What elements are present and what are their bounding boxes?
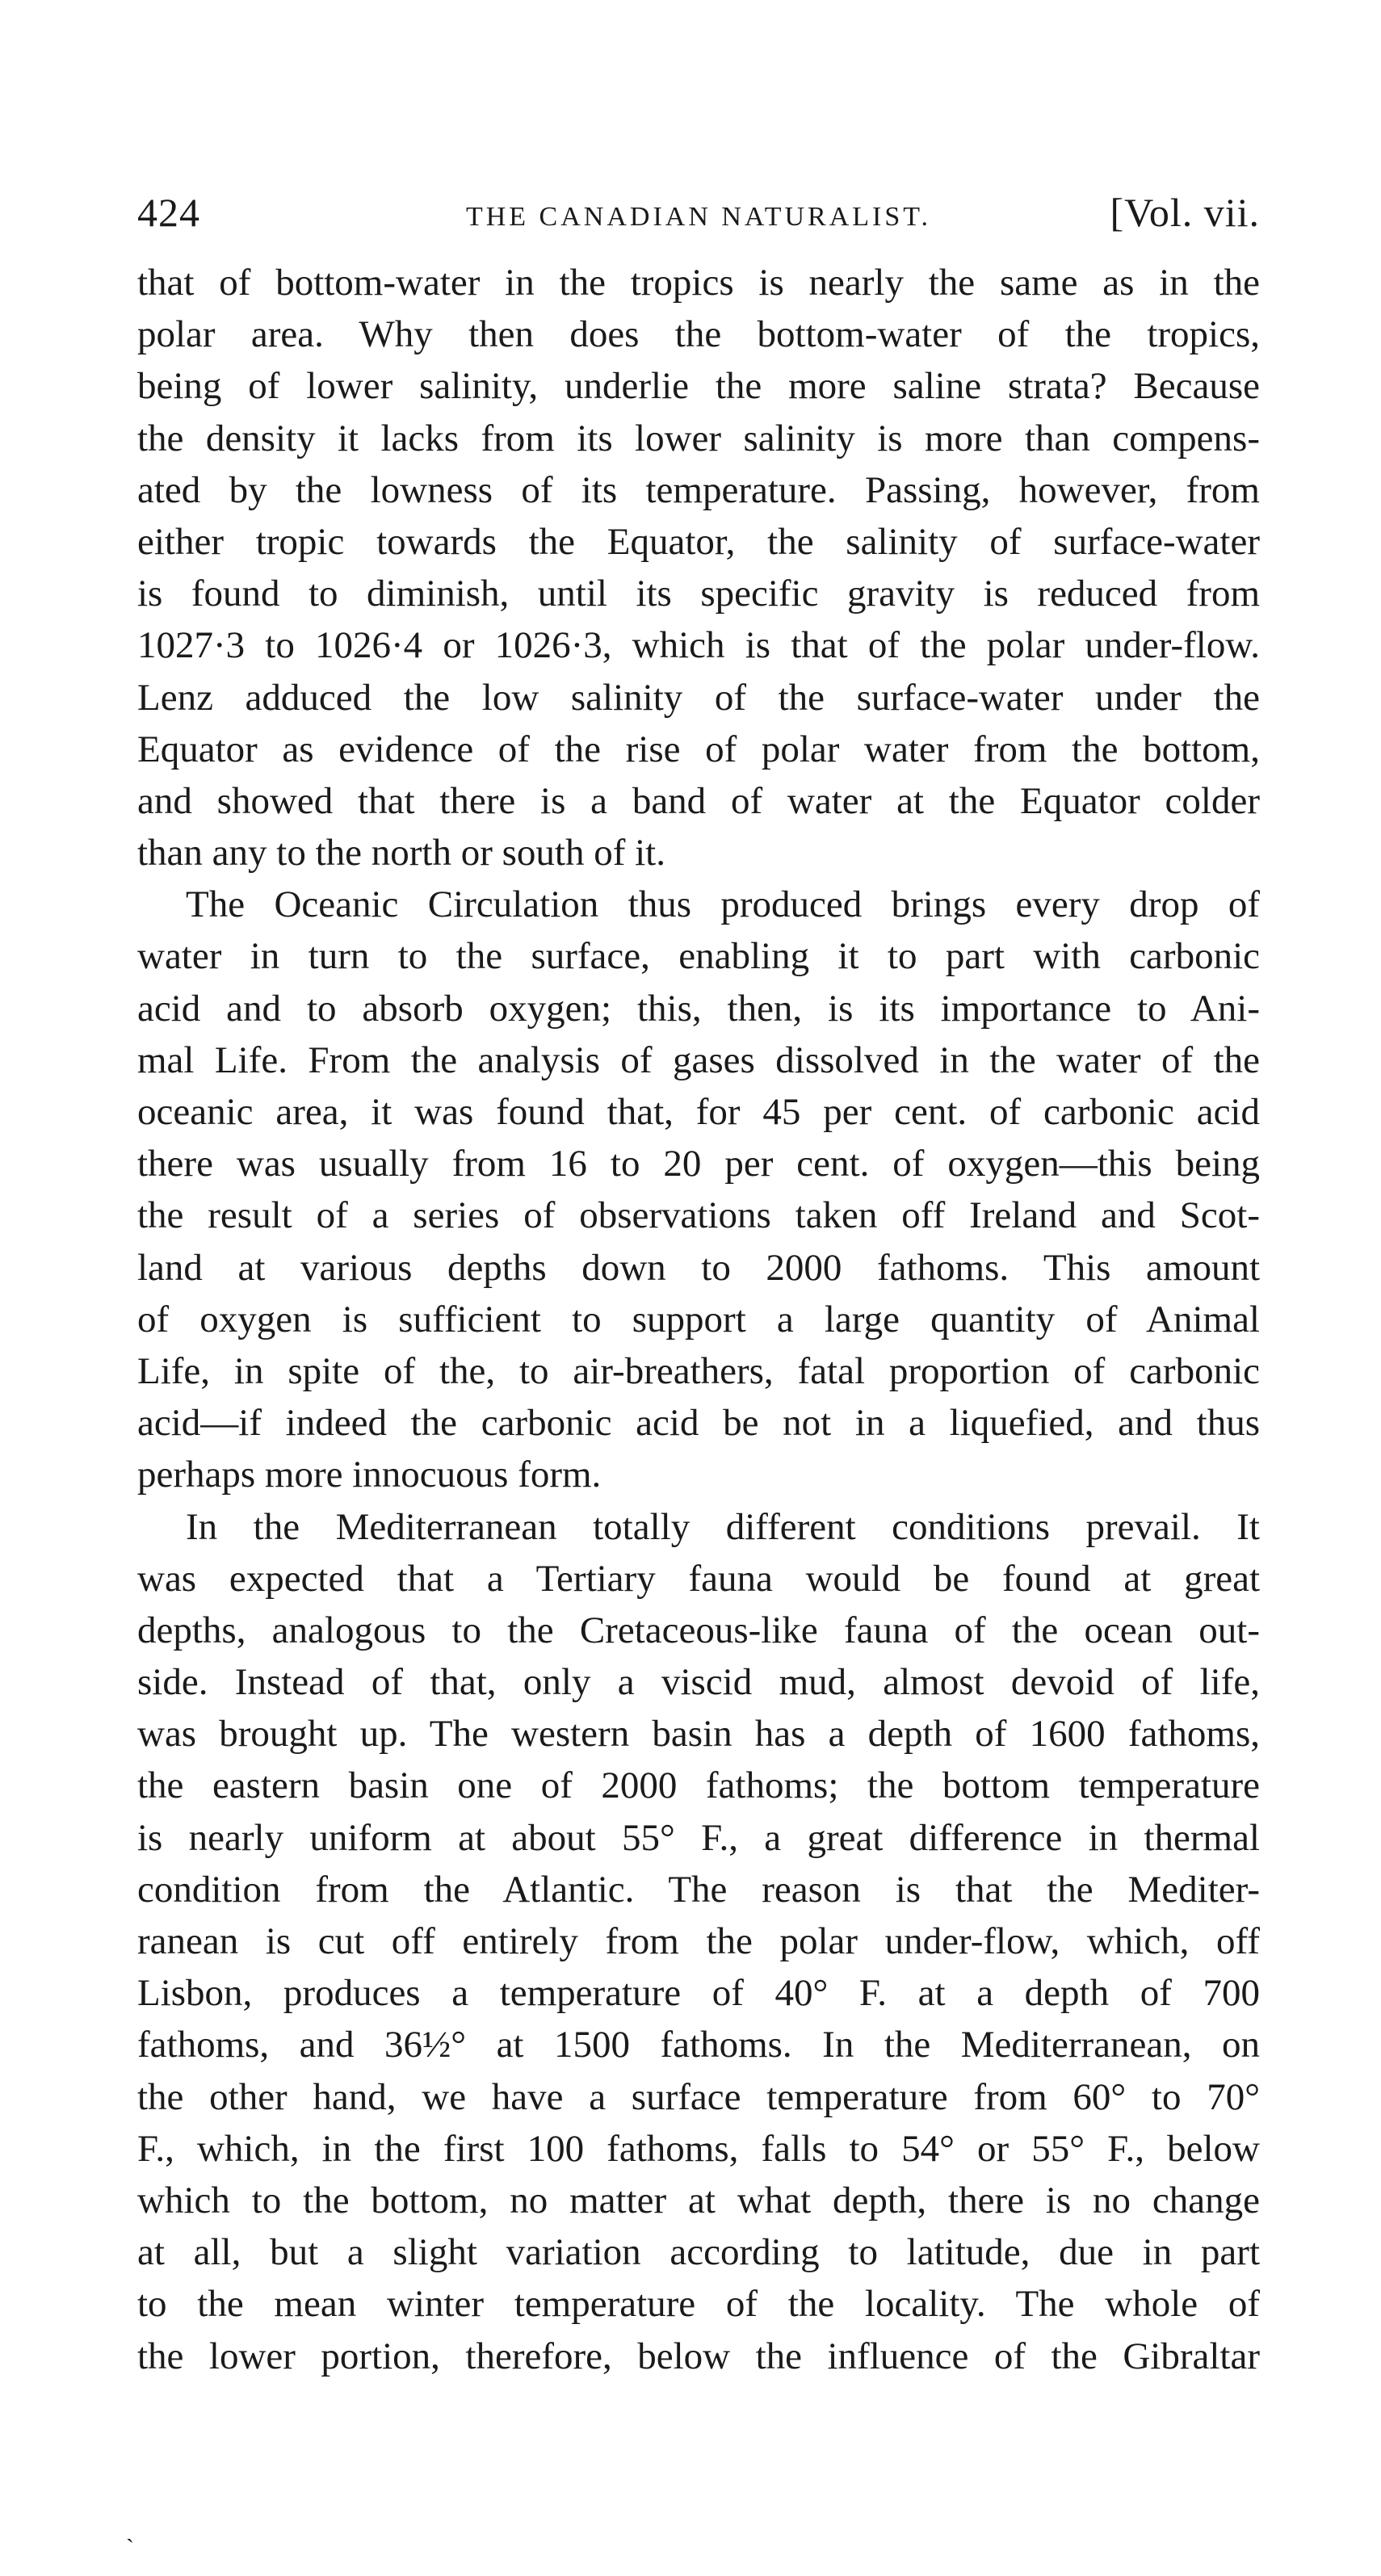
- volume-label: [Vol. vii.: [1110, 190, 1260, 235]
- text-line: ated by the lowness of its temperature. Passing, however, from: [137, 468, 1260, 511]
- text-line: Equator as evidence of the rise of polar water from the bottom,: [137, 728, 1260, 770]
- text-line: that of bottom-water in the tropics is nearly the same as in the: [137, 262, 1260, 304]
- text-line: water in turn to the surface, enabling it to part with carbonic: [137, 935, 1260, 978]
- text-line: land at various depths down to 2000 fathoms. This amount: [137, 1246, 1260, 1289]
- text-line: of oxygen is sufficient to support a large quantity of Animal: [137, 1298, 1260, 1340]
- text-line: is nearly uniform at about 55° F., a great difference in thermal: [137, 1816, 1260, 1859]
- text-line: fathoms, and 36½° at 1500 fathoms. In the Mediterranean, on: [137, 2024, 1260, 2066]
- text-line: and showed that there is a band of water at the Equator colder: [137, 779, 1260, 822]
- text-line: there was usually from 16 to 20 per cent. of oxygen—this being: [137, 1143, 1260, 1185]
- text-line: acid and to absorb oxygen; this, then, is its importance to Ani-: [137, 987, 1260, 1030]
- text-line: acid—if indeed the carbonic acid be not in a liquefied, and thus: [137, 1402, 1260, 1445]
- paragraph-start-line: In the Mediterranean totally different conditions prevail. It: [186, 1505, 1260, 1548]
- text-line: either tropic towards the Equator, the salinity of surface-water: [137, 520, 1260, 563]
- journal-title: THE CANADIAN NATURALIST.: [465, 202, 932, 232]
- text-line: oceanic area, it was found that, for 45 per cent. of carbonic acid: [137, 1091, 1260, 1133]
- running-head: [137, 184, 1260, 241]
- paragraph-start-line: The Oceanic Circulation thus produced brings every drop of: [186, 883, 1260, 926]
- text-line: the eastern basin one of 2000 fathoms; the bottom temperature: [137, 1764, 1260, 1807]
- stray-print-mark: ˏ: [126, 2516, 134, 2543]
- text-line: Lenz adduced the low salinity of the surface-water under the: [137, 676, 1260, 719]
- text-line: which to the bottom, no matter at what depth, there is no change: [137, 2179, 1260, 2221]
- paragraph-end-line: than any to the north or south of it.: [137, 832, 665, 875]
- text-line: at all, but a slight variation according to latitude, due in part: [137, 2231, 1260, 2274]
- text-line: ranean is cut off entirely from the polar under-flow, which, off: [137, 1920, 1260, 1962]
- text-line: is found to diminish, until its specific gravity is reduced from: [137, 573, 1260, 615]
- text-line: being of lower salinity, underlie the more saline strata? Because: [137, 365, 1260, 408]
- text-line: depths, analogous to the Cretaceous-like fauna of the ocean out-: [137, 1609, 1260, 1651]
- text-line: mal Life. From the analysis of gases dissolved in the water of the: [137, 1038, 1260, 1081]
- text-line: the result of a series of observations taken off Ireland and Scot-: [137, 1194, 1260, 1237]
- text-line: 1027·3 to 1026·4 or 1026·3, which is that of the polar under-flow.: [137, 624, 1260, 667]
- text-line: Lisbon, produces a temperature of 40° F. at a depth of 700: [137, 1972, 1260, 2015]
- page-number: 424: [137, 190, 200, 235]
- text-line: condition from the Atlantic. The reason is that the Mediter-: [137, 1868, 1260, 1911]
- text-line: the other hand, we have a surface temperature from 60° to 70°: [137, 2075, 1260, 2118]
- text-line: was expected that a Tertiary fauna would be found at great: [137, 1557, 1260, 1600]
- text-line: to the mean winter temperature of the locality. The whole of: [137, 2283, 1260, 2326]
- text-line: the density it lacks from its lower salinity is more than compens-: [137, 417, 1260, 459]
- text-line: polar area. Why then does the bottom-water of the tropics,: [137, 313, 1260, 356]
- text-line: F., which, in the first 100 fathoms, falls to 54° or 55° F., below: [137, 2127, 1260, 2170]
- text-line: Life, in spite of the, to air-breathers, fatal proportion of carbonic: [137, 1349, 1260, 1392]
- text-line: the lower portion, therefore, below the influence of the Gibraltar: [137, 2335, 1260, 2377]
- paragraph-end-line: perhaps more innocuous form.: [137, 1454, 602, 1496]
- text-line: side. Instead of that, only a viscid mud, almost devoid of life,: [137, 1661, 1260, 1704]
- text-line: was brought up. The western basin has a depth of 1600 fathoms,: [137, 1713, 1260, 1756]
- body-text: [137, 257, 1260, 2382]
